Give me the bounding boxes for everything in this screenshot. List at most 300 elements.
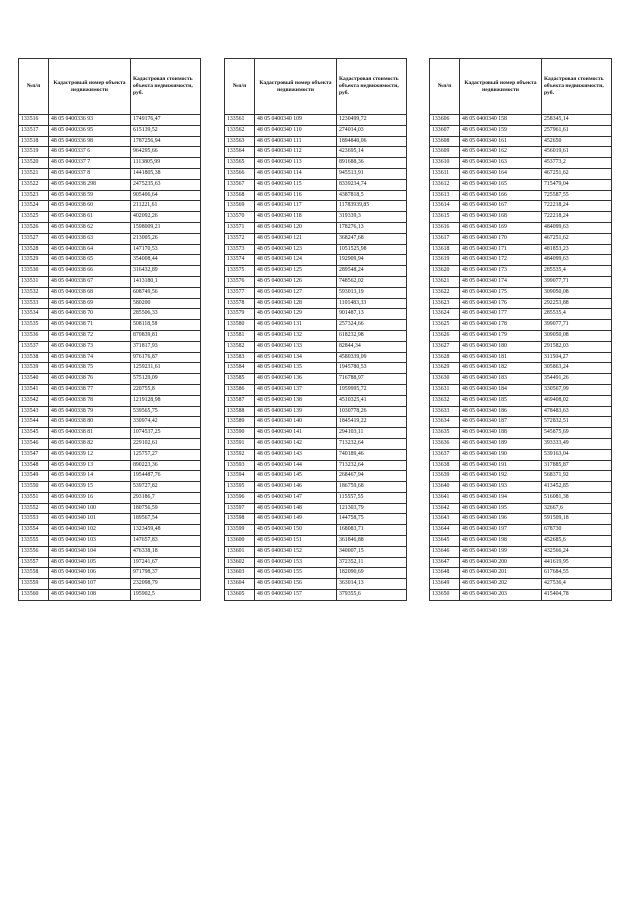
- cadastral-number: 48 05 0400340 110: [255, 125, 337, 136]
- cadastral-number: 48 05 0400340 105: [49, 557, 131, 568]
- row-number: 133526: [19, 222, 49, 233]
- table-row: [225, 255, 407, 266]
- cadastral-value: 722218,24: [542, 212, 612, 223]
- table-row: [430, 449, 612, 460]
- table-row: [430, 125, 612, 136]
- cadastral-value: 285506,33: [131, 309, 201, 320]
- cadastral-value: 293186,7: [131, 492, 201, 503]
- cadastral-value: 539565,75: [131, 406, 201, 417]
- cadastral-value: 371817,93: [131, 341, 201, 352]
- cadastral-number: 48 05 0400340 123: [255, 244, 337, 255]
- cadastral-number: 48 05 0400340 132: [255, 330, 337, 341]
- row-number: 133546: [19, 438, 49, 449]
- cadastral-value: 901487,13: [337, 309, 407, 320]
- cadastral-value: 1845419,22: [337, 417, 407, 428]
- table-row: [430, 352, 612, 363]
- cadastral-value: 1945780,53: [337, 363, 407, 374]
- cadastral-value: 870839,81: [131, 330, 201, 341]
- cadastral-value: 189567,54: [131, 514, 201, 525]
- cadastral-number: 48 05 0400340 177: [460, 309, 542, 320]
- table-row: [19, 168, 201, 179]
- cadastral-value: 11783939,85: [337, 201, 407, 212]
- cadastral-value: 274014,03: [337, 125, 407, 136]
- row-number: 133616: [430, 222, 460, 233]
- cadastral-value: 402092,26: [131, 212, 201, 223]
- table-row: [19, 363, 201, 374]
- cadastral-number: 48 05 0400340 179: [460, 330, 542, 341]
- cadastral-table-2: [224, 58, 407, 601]
- cadastral-value: 456019,61: [542, 147, 612, 158]
- table-row: [225, 309, 407, 320]
- table-row: [19, 406, 201, 417]
- table-row: [19, 568, 201, 579]
- row-number: 133522: [19, 179, 49, 190]
- table-row: [225, 363, 407, 374]
- table-row: [19, 179, 201, 190]
- cadastral-value: 361846,88: [337, 536, 407, 547]
- cadastral-number: 48 05 0400337 7: [49, 158, 131, 169]
- header-cadastral-value: Кадастровая стоимость объекта недвижимости, руб.: [542, 59, 612, 115]
- table-row: [19, 352, 201, 363]
- cadastral-number: 48 05 0400340 176: [460, 298, 542, 309]
- header-cadastral-number: Кадастровый номер объекта недвижимости: [255, 59, 337, 115]
- row-number: 133588: [225, 406, 255, 417]
- table-row: [225, 201, 407, 212]
- row-number: 133563: [225, 136, 255, 147]
- row-number: 133581: [225, 330, 255, 341]
- table-row: [225, 503, 407, 514]
- cadastral-number: 48 05 0400340 115: [255, 179, 337, 190]
- cadastral-number: 48 05 0400340 189: [460, 438, 542, 449]
- cadastral-value: 4510325,41: [337, 395, 407, 406]
- table-row: [430, 158, 612, 169]
- cadastral-value: 478483,63: [542, 406, 612, 417]
- cadastral-value: 1441805,38: [131, 168, 201, 179]
- cadastral-number: 48 05 0400339 16: [49, 492, 131, 503]
- row-number: 133637: [430, 449, 460, 460]
- cadastral-number: 48 05 0400340 157: [255, 590, 337, 601]
- row-number: 133521: [19, 168, 49, 179]
- cadastral-value: 291582,03: [542, 341, 612, 352]
- cadastral-value: 484099,63: [542, 222, 612, 233]
- table-header-row: [225, 59, 407, 115]
- cadastral-value: 363014,13: [337, 579, 407, 590]
- cadastral-number: 48 05 0400340 203: [460, 590, 542, 601]
- row-number: 133614: [430, 201, 460, 212]
- cadastral-value: 413452,85: [542, 482, 612, 493]
- cadastral-number: 48 05 0400340 178: [460, 320, 542, 331]
- cadastral-value: 285535,4: [542, 266, 612, 277]
- table-row: [225, 320, 407, 331]
- cadastral-value: 1959995,72: [337, 384, 407, 395]
- table-row: [19, 330, 201, 341]
- table-row: [225, 330, 407, 341]
- cadastral-value: 8339234,74: [337, 179, 407, 190]
- cadastral-number: 48 05 0400340 161: [460, 136, 542, 147]
- cadastral-value: 4387818,5: [337, 190, 407, 201]
- cadastral-value: 285535,4: [542, 309, 612, 320]
- row-number: 133604: [225, 579, 255, 590]
- cadastral-value: 508118,58: [131, 320, 201, 331]
- table-row: [225, 179, 407, 190]
- cadastral-number: 48 05 0400340 133: [255, 341, 337, 352]
- row-number: 133645: [430, 536, 460, 547]
- table-row: [430, 363, 612, 374]
- table-row: [225, 352, 407, 363]
- table-row: [19, 298, 201, 309]
- row-number: 133547: [19, 449, 49, 460]
- cadastral-value: 220755,8: [131, 384, 201, 395]
- cadastral-number: 48 05 0400340 166: [460, 190, 542, 201]
- cadastral-number: 48 05 0400340 193: [460, 482, 542, 493]
- cadastral-number: 48 05 0400340 199: [460, 546, 542, 557]
- row-number: 133572: [225, 233, 255, 244]
- table-row: [430, 406, 612, 417]
- row-number: 133528: [19, 244, 49, 255]
- cadastral-value: 257961,61: [542, 125, 612, 136]
- cadastral-number: 48 05 0400340 195: [460, 503, 542, 514]
- cadastral-value: 1598009,21: [131, 222, 201, 233]
- table-row: [430, 233, 612, 244]
- cadastral-value: 354491,26: [542, 374, 612, 385]
- cadastral-value: 467251,62: [542, 233, 612, 244]
- cadastral-number: 48 05 0400338 62: [49, 222, 131, 233]
- table-row: [430, 330, 612, 341]
- cadastral-value: 192909,94: [337, 255, 407, 266]
- cadastral-number: 48 05 0400340 171: [460, 244, 542, 255]
- cadastral-value: 309050,08: [542, 330, 612, 341]
- row-number: 133591: [225, 438, 255, 449]
- row-number: 133553: [19, 514, 49, 525]
- row-number: 133619: [430, 255, 460, 266]
- cadastral-value: 232098,79: [131, 579, 201, 590]
- row-number: 133531: [19, 276, 49, 287]
- row-number: 133550: [19, 482, 49, 493]
- table-row: [225, 460, 407, 471]
- table-row: [430, 546, 612, 557]
- cadastral-value: 1787256,94: [131, 136, 201, 147]
- cadastral-value: 715479,04: [542, 179, 612, 190]
- row-number: 133560: [19, 590, 49, 601]
- row-number: 133617: [430, 233, 460, 244]
- cadastral-value: 890223,36: [131, 460, 201, 471]
- cadastral-value: 713232,64: [337, 460, 407, 471]
- cadastral-value: 368247,68: [337, 233, 407, 244]
- table-row: [19, 233, 201, 244]
- cadastral-number: 48 05 0400340 188: [460, 428, 542, 439]
- cadastral-number: 48 05 0400340 108: [49, 590, 131, 601]
- cadastral-value: 2475235,63: [131, 179, 201, 190]
- cadastral-number: 48 05 0400340 201: [460, 568, 542, 579]
- table-row: [430, 460, 612, 471]
- row-number: 133609: [430, 147, 460, 158]
- cadastral-number: 48 05 0400338 66: [49, 266, 131, 277]
- table-row: [225, 233, 407, 244]
- table-row: [19, 158, 201, 169]
- cadastral-value: 740189,46: [337, 449, 407, 460]
- row-number: 133552: [19, 503, 49, 514]
- row-number: 133571: [225, 222, 255, 233]
- cadastral-value: 294103,11: [337, 428, 407, 439]
- row-number: 133592: [225, 449, 255, 460]
- cadastral-number: 48 05 0400340 175: [460, 287, 542, 298]
- row-number: 133629: [430, 363, 460, 374]
- row-number: 133613: [430, 190, 460, 201]
- cadastral-number: 48 05 0400340 117: [255, 201, 337, 212]
- row-number: 133554: [19, 525, 49, 536]
- row-number: 133537: [19, 341, 49, 352]
- cadastral-number: 48 05 0400340 146: [255, 482, 337, 493]
- row-number: 133579: [225, 309, 255, 320]
- cadastral-number: 48 05 0400340 109: [255, 115, 337, 126]
- cadastral-value: 964295,66: [131, 147, 201, 158]
- row-number: 133583: [225, 352, 255, 363]
- row-number: 133587: [225, 395, 255, 406]
- cadastral-table-1: [18, 58, 201, 601]
- row-number: 133649: [430, 579, 460, 590]
- cadastral-number: 48 05 0400338 63: [49, 233, 131, 244]
- cadastral-value: 125757,27: [131, 449, 201, 460]
- cadastral-value: 1074537,25: [131, 428, 201, 439]
- row-number: 133620: [430, 266, 460, 277]
- row-number: 133635: [430, 428, 460, 439]
- cadastral-value: 971798,37: [131, 568, 201, 579]
- table-row: [225, 449, 407, 460]
- table-row: [19, 341, 201, 352]
- row-number: 133598: [225, 514, 255, 525]
- cadastral-number: 48 05 0400340 135: [255, 363, 337, 374]
- row-number: 133582: [225, 341, 255, 352]
- row-number: 133593: [225, 460, 255, 471]
- table-row: [19, 374, 201, 385]
- row-number: 133605: [225, 590, 255, 601]
- table-row: [430, 115, 612, 126]
- header-cadastral-value: Кадастровая стоимость объекта недвижимости, руб.: [131, 59, 201, 115]
- table-row: [19, 460, 201, 471]
- row-number: 133570: [225, 212, 255, 223]
- table-row: [19, 287, 201, 298]
- cadastral-value: 147657,83: [131, 536, 201, 547]
- table-row: [19, 384, 201, 395]
- row-number: 133564: [225, 147, 255, 158]
- cadastral-number: 48 05 0400338 71: [49, 320, 131, 331]
- row-number: 133625: [430, 320, 460, 331]
- row-number: 133559: [19, 579, 49, 590]
- table-row: [430, 395, 612, 406]
- row-number: 133580: [225, 320, 255, 331]
- cadastral-value: 115557,55: [337, 492, 407, 503]
- cadastral-number: 48 05 0400340 194: [460, 492, 542, 503]
- cadastral-value: 168083,71: [337, 525, 407, 536]
- cadastral-value: 713232,64: [337, 438, 407, 449]
- cadastral-value: 229102,61: [131, 438, 201, 449]
- row-number: 133615: [430, 212, 460, 223]
- row-number: 133530: [19, 266, 49, 277]
- table-row: [19, 244, 201, 255]
- cadastral-value: 1101483,33: [337, 298, 407, 309]
- row-number: 133557: [19, 557, 49, 568]
- cadastral-number: 48 05 0400340 134: [255, 352, 337, 363]
- row-number: 133573: [225, 244, 255, 255]
- cadastral-number: 48 05 0400340 102: [49, 525, 131, 536]
- table-row: [225, 579, 407, 590]
- table-row: [430, 244, 612, 255]
- row-number: 133650: [430, 590, 460, 601]
- table-row: [19, 309, 201, 320]
- table-row: [430, 471, 612, 482]
- row-number: 133527: [19, 233, 49, 244]
- table-row: [430, 482, 612, 493]
- cadastral-value: 399077,71: [542, 320, 612, 331]
- row-number: 133578: [225, 298, 255, 309]
- cadastral-number: 48 05 0400340 156: [255, 579, 337, 590]
- table-row: [225, 384, 407, 395]
- table-row: [225, 168, 407, 179]
- cadastral-number: 48 05 0400338 73: [49, 341, 131, 352]
- cadastral-value: 147170,53: [131, 244, 201, 255]
- row-number: 133602: [225, 557, 255, 568]
- table-row: [430, 276, 612, 287]
- cadastral-value: 1749176,47: [131, 115, 201, 126]
- row-number: 133540: [19, 374, 49, 385]
- row-number: 133536: [19, 330, 49, 341]
- cadastral-value: 568371,92: [542, 471, 612, 482]
- row-number: 133622: [430, 287, 460, 298]
- cadastral-number: 48 05 0400338 76: [49, 374, 131, 385]
- cadastral-value: 82844,34: [337, 341, 407, 352]
- cadastral-value: 427536,4: [542, 579, 612, 590]
- cadastral-number: 48 05 0400340 162: [460, 147, 542, 158]
- cadastral-number: 48 05 0400340 197: [460, 525, 542, 536]
- cadastral-value: 593013,19: [337, 287, 407, 298]
- row-number: 133601: [225, 546, 255, 557]
- row-number: 133639: [430, 471, 460, 482]
- cadastral-number: 48 05 0400340 150: [255, 525, 337, 536]
- cadastral-value: 305863,24: [542, 363, 612, 374]
- cadastral-value: 905406,64: [131, 190, 201, 201]
- cadastral-number: 48 05 0400340 128: [255, 298, 337, 309]
- cadastral-number: 48 05 0400340 131: [255, 320, 337, 331]
- cadastral-value: 186759,68: [337, 482, 407, 493]
- cadastral-value: 678730: [542, 525, 612, 536]
- cadastral-value: 432566,24: [542, 546, 612, 557]
- table-row: [19, 201, 201, 212]
- row-number: 133624: [430, 309, 460, 320]
- table-row: [225, 158, 407, 169]
- row-number: 133519: [19, 147, 49, 158]
- header-num: №п/п: [225, 59, 255, 115]
- row-number: 133595: [225, 482, 255, 493]
- row-number: 133627: [430, 341, 460, 352]
- cadastral-number: 48 05 0400340 163: [460, 158, 542, 169]
- cadastral-number: 48 05 0400340 165: [460, 179, 542, 190]
- cadastral-number: 48 05 0400340 169: [460, 222, 542, 233]
- cadastral-number: 48 05 0400338 78: [49, 395, 131, 406]
- table-row: [225, 438, 407, 449]
- row-number: 133644: [430, 525, 460, 536]
- cadastral-number: 48 05 0400338 82: [49, 438, 131, 449]
- cadastral-value: 725587,55: [542, 190, 612, 201]
- cadastral-value: 213005,26: [131, 233, 201, 244]
- row-number: 133585: [225, 374, 255, 385]
- cadastral-value: 1113805,99: [131, 158, 201, 169]
- cadastral-value: 572832,51: [542, 417, 612, 428]
- row-number: 133584: [225, 363, 255, 374]
- table-row: [430, 309, 612, 320]
- row-number: 133599: [225, 525, 255, 536]
- row-number: 133630: [430, 374, 460, 385]
- cadastral-number: 48 05 0400339 12: [49, 449, 131, 460]
- cadastral-number: 48 05 0400340 174: [460, 276, 542, 287]
- row-number: 133576: [225, 276, 255, 287]
- table-row: [225, 395, 407, 406]
- cadastral-value: 178276,13: [337, 222, 407, 233]
- table-row: [430, 579, 612, 590]
- cadastral-number: 48 05 0400340 139: [255, 406, 337, 417]
- row-number: 133523: [19, 190, 49, 201]
- cadastral-number: 48 05 0400340 182: [460, 363, 542, 374]
- row-number: 133544: [19, 417, 49, 428]
- row-number: 133569: [225, 201, 255, 212]
- table-row: [225, 417, 407, 428]
- cadastral-number: 48 05 0400340 168: [460, 212, 542, 223]
- cadastral-value: 197241,67: [131, 557, 201, 568]
- table-row: [225, 266, 407, 277]
- table-row: [19, 417, 201, 428]
- table-row: [430, 266, 612, 277]
- cadastral-number: 48 05 0400340 183: [460, 374, 542, 385]
- cadastral-value: 379355,6: [337, 590, 407, 601]
- row-number: 133636: [430, 438, 460, 449]
- cadastral-number: 48 05 0400338 69: [49, 298, 131, 309]
- cadastral-value: 1030778,26: [337, 406, 407, 417]
- table-row: [19, 428, 201, 439]
- cadastral-value: 617684,55: [542, 568, 612, 579]
- table-row: [225, 212, 407, 223]
- cadastral-number: 48 05 0400339 14: [49, 471, 131, 482]
- cadastral-value: 289548,24: [337, 266, 407, 277]
- row-number: 133590: [225, 428, 255, 439]
- cadastral-value: 1051525,98: [337, 244, 407, 255]
- cadastral-number: 48 05 0400340 112: [255, 147, 337, 158]
- cadastral-value: 591509,18: [542, 514, 612, 525]
- cadastral-number: 48 05 0400340 190: [460, 449, 542, 460]
- cadastral-number: 48 05 0400340 184: [460, 384, 542, 395]
- cadastral-value: 539727,82: [131, 482, 201, 493]
- cadastral-number: 48 05 0400340 137: [255, 384, 337, 395]
- cadastral-value: 309050,08: [542, 287, 612, 298]
- table-row: [19, 449, 201, 460]
- cadastral-value: 311504,27: [542, 352, 612, 363]
- cadastral-value: 1230499,72: [337, 115, 407, 126]
- table-row: [430, 320, 612, 331]
- row-number: 133556: [19, 546, 49, 557]
- cadastral-value: 1413180,1: [131, 276, 201, 287]
- cadastral-value: 481853,23: [542, 244, 612, 255]
- table-row: [430, 287, 612, 298]
- row-number: 133621: [430, 276, 460, 287]
- table-header-row: [19, 59, 201, 115]
- table-row: [430, 136, 612, 147]
- row-number: 133518: [19, 136, 49, 147]
- cadastral-value: 292253,88: [542, 298, 612, 309]
- cadastral-value: 945513,91: [337, 168, 407, 179]
- table-row: [430, 168, 612, 179]
- row-number: 133575: [225, 266, 255, 277]
- row-number: 133600: [225, 536, 255, 547]
- cadastral-number: 48 05 0400340 127: [255, 287, 337, 298]
- cadastral-number: 48 05 0400340 181: [460, 352, 542, 363]
